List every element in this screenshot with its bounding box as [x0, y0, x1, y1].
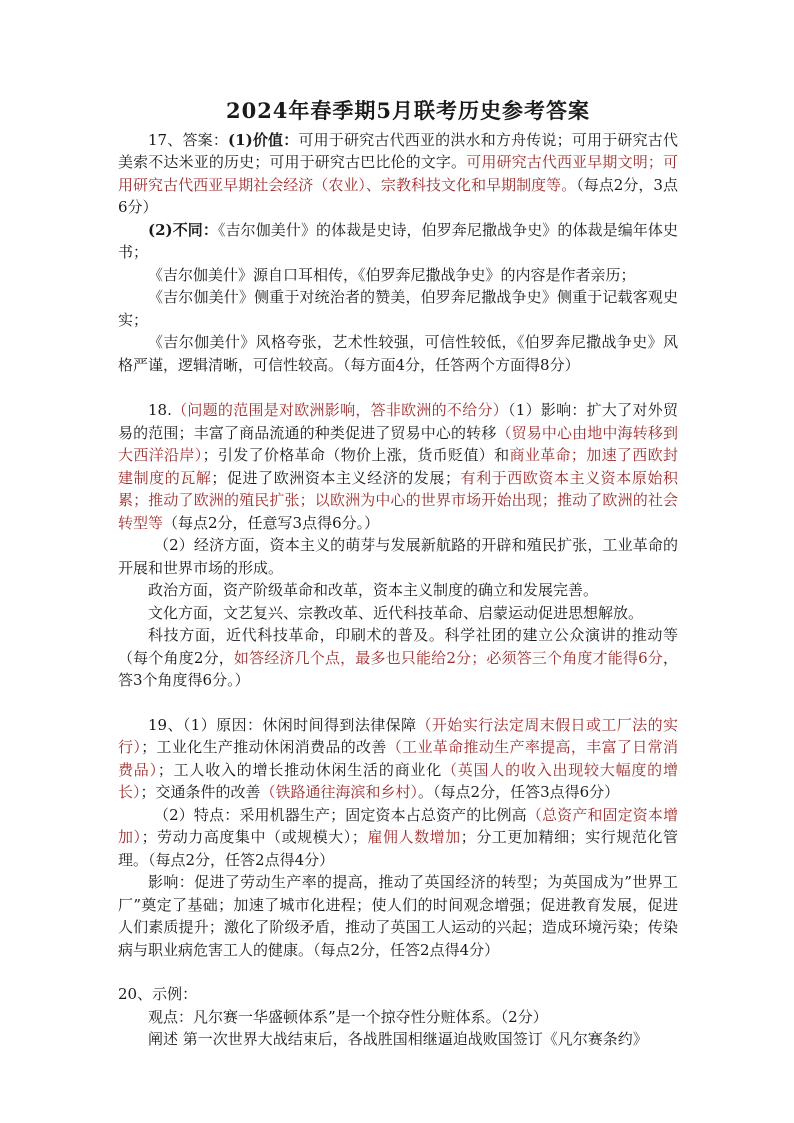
- q19-reason-text-2: ；工业化生产推动休闲消费品的改善: [141, 738, 387, 756]
- q18-technology-text: 科技方面，近代科技革命，印刷术的普及。科学社团的建立公众演讲的推动等（每个角度2分，: [118, 626, 678, 667]
- q18-extra-points: 有利于西欧资本主义资本原始积累；推动了欧洲的殖民扩张；以欧洲为中心的世界市场开始出现；推动了欧洲的社会转型等: [118, 468, 678, 532]
- q18-economy: （2）经济方面，资本主义的萌芽与发展新航路的开辟和殖民扩张，工业革命的开展和世界市场的形成。: [118, 536, 678, 577]
- q18-technology-note: 如答经济几个点，最多也只能给2分；必须答三个角度才能得6分: [233, 648, 663, 667]
- q19-reason-note-2: （工业革命推动生产率提高，丰富了日常消费品）: [118, 738, 678, 779]
- q17-diff-source: 《吉尔伽美什》源自口耳相传，《伯罗奔尼撒战争史》的内容是作者亲历；: [148, 265, 636, 284]
- q19-feature-text-2: ；劳动力高度集中（或规模大）；: [141, 828, 367, 846]
- q17-value-text: 可用于研究古代西亚的洪水和方舟传说；可用于研究古代美索不达米亚的历史；可用于研究古巴比伦的文字。: [118, 130, 678, 171]
- q18-scope-note: （问题的范围是对欧洲影响，答非欧洲的不给分）: [171, 401, 509, 419]
- q20-label: 20、示例：: [118, 985, 198, 1003]
- q19-reason-paragraph: [118, 714, 678, 804]
- q17-diff-text: 《吉尔伽美什》的体裁是史诗，伯罗奔尼撒战争史》的体裁是编年体史书；: [118, 220, 678, 261]
- q18-impact-score: （每点2分，任意写3点得6分。）: [163, 513, 380, 532]
- q17-value-highlight: 可用研究古代西亚早期文明；可用研究古代西亚早期社会经济（农业）、宗教科技文化和早期制度等。: [118, 153, 678, 194]
- answer-document: [118, 100, 678, 1051]
- q18-capitalism: ；促进了欧洲资本主义经济的发展；: [211, 468, 460, 487]
- q19-feature-score: ；分工更加精细；实行规范化管理。（每点2分，任答2点得4分）: [118, 828, 678, 869]
- q17-diff-heading: (2)不同：: [148, 220, 218, 239]
- q18-politics: 政治方面，资产阶级革命和改革，资本主义制度的确立和发展完善。: [148, 581, 599, 599]
- q18-technology-score: ，答3个角度得6分。）: [118, 648, 678, 689]
- q17-value-score: （每点2分，3点6分）: [118, 175, 678, 216]
- q18-label: 18.: [148, 401, 172, 419]
- q19-feature-note-1: （总资产和固定资本增加）: [118, 805, 678, 846]
- q19-reason-text-3: ；工人收入的增长推动休闲生活的商业化: [157, 760, 442, 779]
- q19-reason-score: 。（每点2分，任答3点得6分）: [418, 783, 620, 801]
- q18-technology-paragraph: [118, 624, 678, 692]
- q17-diff-style: 《吉尔伽美什》风格夸张，艺术性较强，可信性较低，《伯罗奔尼撒战争史》风格严谨，逻辑清晰，可信性较高。（每方面4分，任答两个方面得8分）: [118, 333, 678, 374]
- q20-viewpoint: 观点：凡尔赛一华盛顿体系”是一个掠夺性分赃体系。（2分）: [148, 1007, 548, 1026]
- q19-reason-text-4: ；交通条件的改善: [140, 783, 261, 801]
- q19-reason-note-1: （开始实行法定周末假日或工厂法的实行）: [118, 715, 678, 756]
- q18-impact-text: （1）影响：扩大了对外贸易的范围；丰富了商品流通的种类促进了贸易中心的转移: [118, 401, 678, 442]
- q17-diff-paragraph: [118, 219, 678, 264]
- q20-elaboration: 阐述 第一次世界大战结束后，各战胜国相继逼迫战败国签订《凡尔赛条约》: [148, 1030, 648, 1048]
- q17-value-paragraph: [118, 129, 678, 219]
- q19-reason-note-3: （英国人的收入出现较大幅度的增长）: [118, 760, 678, 801]
- q19-impact: 影响：促进了劳动生产率的提高，推动了英国经济的转型；为英国成为”世界工厂”奠定了基础；加速了城市化进程；使人们的时间观念增强；促进教育发展，促进人们素质提升；激化了阶级矛盾，推动了英国工人运动的兴起；造成环境污染；传染病与职业病危害工人的健康。（每点2分，任答2点得4分）: [118, 873, 678, 959]
- q19-feature-text: （2）特点：采用机器生产；固定资本占总资产的比例高: [154, 805, 527, 824]
- q17-value-heading: (1)价值：: [228, 130, 299, 149]
- page-title: 2024年春季期5月联考历史参考答案: [225, 98, 591, 123]
- q19-feature-paragraph: [118, 804, 678, 872]
- q17-label: 17、答案：: [148, 130, 229, 149]
- q17-diff-focus: 《吉尔伽美什》侧重于对统治者的赞美，伯罗奔尼撒战争史》侧重于记载客观史实；: [118, 288, 678, 329]
- q18-culture: 文化方面，文艺复兴、宗教改革、近代科技革命、启蒙运动促进思想解放。: [148, 603, 644, 622]
- q19-feature-note-2: 雇佣人数增加: [366, 828, 461, 846]
- q18-impact-paragraph: [118, 399, 678, 534]
- q18-price-revolution: ；引发了价格革命（物价上涨，货币贬值）和: [202, 446, 510, 464]
- q19-reason-note-4: （铁路通往海滨和乡村）: [260, 783, 419, 801]
- q18-commercial-revolution: 商业革命；加速了西欧封建制度的瓦解: [118, 446, 678, 487]
- q18-trade-center-note: （贸易中心由地中海转移到大西洋沿岸）: [118, 423, 678, 464]
- q19-reason-text: 19、（1）原因：休闲时间得到法律保障: [148, 715, 417, 734]
